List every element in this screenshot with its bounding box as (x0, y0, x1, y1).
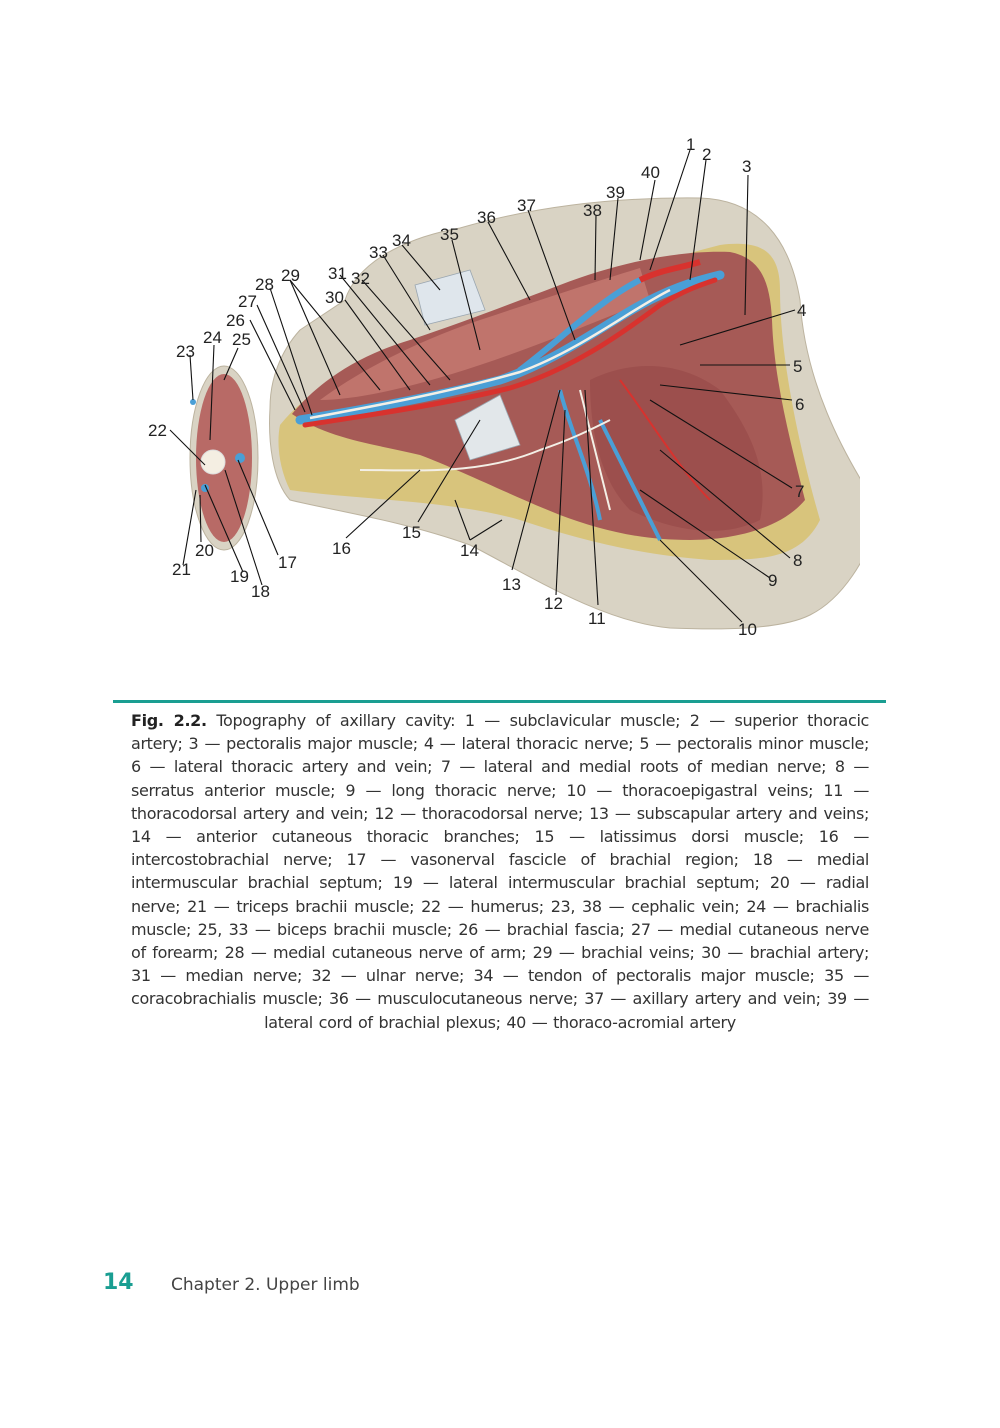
label-37: 37 (517, 196, 536, 215)
label-13: 13 (502, 575, 521, 594)
label-22: 22 (148, 421, 167, 440)
label-20: 20 (195, 541, 214, 560)
page-number: 14 (103, 1270, 134, 1295)
label-12: 12 (544, 594, 563, 613)
label-4: 4 (797, 301, 807, 320)
label-25: 25 (232, 330, 251, 349)
label-9: 9 (768, 571, 778, 590)
label-16: 16 (332, 539, 351, 558)
label-35: 35 (440, 225, 459, 244)
label-27: 27 (238, 292, 257, 311)
label-32: 32 (351, 269, 370, 288)
label-28: 28 (255, 275, 274, 294)
label-30: 30 (325, 288, 344, 307)
label-39: 39 (606, 183, 625, 202)
label-31: 31 (328, 264, 347, 283)
label-8: 8 (793, 551, 803, 570)
label-29: 29 (281, 266, 300, 285)
label-36: 36 (477, 208, 496, 227)
label-15: 15 (402, 523, 421, 542)
label-19: 19 (230, 567, 249, 586)
label-6: 6 (795, 395, 805, 414)
label-33: 33 (369, 243, 388, 262)
label-24: 24 (203, 328, 222, 347)
humerus-section (201, 450, 225, 474)
label-18: 18 (251, 582, 270, 601)
caption-divider (113, 700, 886, 703)
figure-caption (131, 709, 869, 1034)
label-2: 2 (702, 145, 712, 164)
label-1: 1 (686, 135, 696, 154)
label-3: 3 (742, 157, 752, 176)
label-23: 23 (176, 342, 195, 361)
label-17: 17 (278, 553, 297, 572)
label-7: 7 (795, 482, 805, 501)
chapter-title: Chapter 2. Upper limb (171, 1275, 360, 1295)
figure-caption-label: Fig. 2.2. (131, 711, 207, 730)
label-14: 14 (460, 541, 479, 560)
label-26: 26 (226, 311, 245, 330)
vasonerval-fascicle (235, 453, 245, 463)
figure-caption-text: Topography of axillary cavity: 1 — subclavicular muscle; 2 — superior thoracic artery; 3 — pectoralis major muscle; 4 — lateral thoracic nerve; 5 — pectoralis minor muscle; 6 — lateral thoracic artery and vein; 7 — lateral and medial roots of median nerve; 8 — serratus anterior muscle; 9 — long thoracic nerve; 10 — thoracoepigastral veins; 11 — thoracodorsal artery and vein; 12 — thoracodorsal nerve; 13 — subscapular artery and veins; 14 — anterior cutaneous thoracic branches; 15 — latissimus dorsi muscle; 16 — intercostobrachial nerve; 17 — vasonerval fascicle of brachial region; 18 — medial intermuscular brachial septum; 19 — lateral intermuscular brachial septum; 20 — radial nerve; 21 — triceps brachii muscle; 22 — humerus; 23, 38 — cephalic vein; 24 — brachialis muscle; 25, 33 — biceps brachii muscle; 26 — brachial fascia; 27 — medial cutaneous nerve of forearm; 28 — medial cutaneous nerve of arm; 29 — brachial veins; 30 — brachial artery; 31 — median nerve; 32 — ulnar nerve; 34 — tendon of pectoralis major muscle; 35 — coracobrachialis muscle; 36 — musculocutaneous nerve; 37 — axillary artery and vein; 39 — lateral cord of brachial plexus; 40 — thoraco-acromial artery (131, 711, 869, 1032)
label-34: 34 (392, 231, 411, 250)
label-40: 40 (641, 163, 660, 182)
label-10: 10 (738, 620, 757, 639)
label-21: 21 (172, 560, 191, 579)
anatomical-figure (130, 130, 860, 640)
label-38: 38 (583, 201, 602, 220)
label-11: 11 (588, 609, 606, 628)
label-5: 5 (793, 357, 803, 376)
